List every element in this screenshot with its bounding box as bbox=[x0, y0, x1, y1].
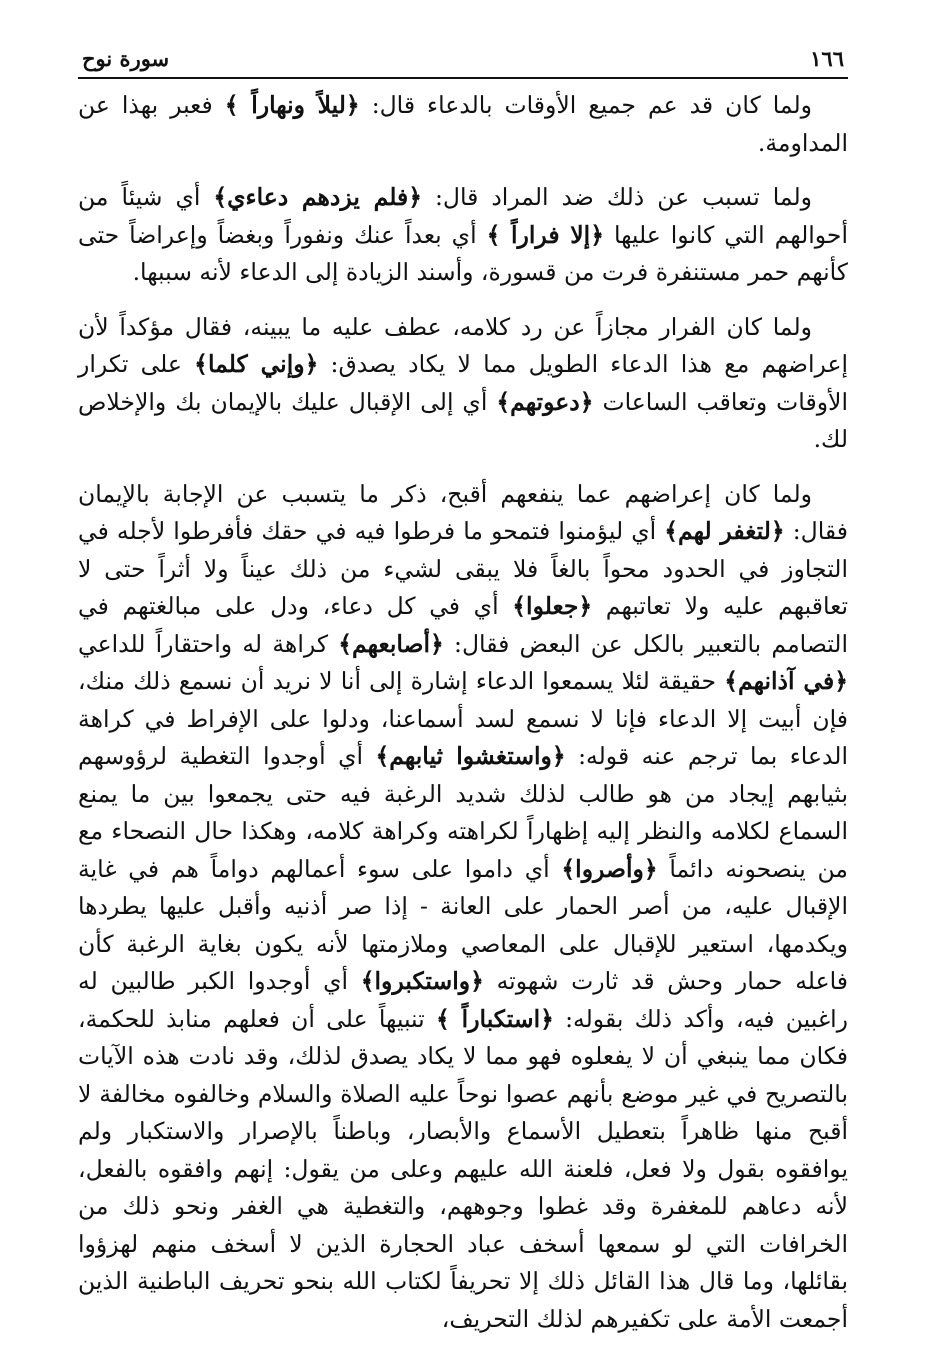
text-run: أي شيئاً من أحوالهم التي كانوا عليها bbox=[78, 183, 848, 249]
paragraph bbox=[78, 476, 848, 1339]
text-run: تنبيهاً على أن فعلهم منابذ للحكمة، فكان مما ينبغي أن لا يفعلوه فهو مما لا يكاد يصدق لذلك، وقد نادت هذه الآيات بالتصريح في غير موضع بأنهم عصوا نوحاً عليه الصلاة والسلام وخالفوه مخالفة لا أقبح منها ظاهراً بتعطيل الأسماع والأبصار، وباطناً بالإصرار والاستكبار ولم يوافقوه بقول ولا فعل، فلعنة الله عليهم وعلى من يقول: إنهم وافقوه بالفعل، لأنه دعاهم للمغفرة وقد غطوا وجوههم، والتغطية هي الغفر ونحو ذلك من الخرافات التي لو سمعها أسخف عباد الحجارة الذين لا أسخف منهم لهزؤوا بقائلها، وما قال هذا القائل ذلك إلا تحريفاً لكتاب الله بنحو تحريف الباطنية الذين أجمعت الأمة على تكفيرهم لذلك التحريف، bbox=[78, 1004, 848, 1333]
text-run: ولما تسبب عن ذلك ضد المراد قال: bbox=[422, 183, 813, 211]
text-run: أي بعداً عنك ونفوراً وبغضاً وإعراضاً حتى كأنهم حمر مستنفرة فرت من قسورة، وأسند الزيادة إلى الدعاء لأنه سببها. bbox=[78, 220, 848, 286]
text-run: أي إلى الإقبال عليك بالإيمان بك والإخلاص لك. bbox=[78, 387, 848, 453]
quran-quote: ﴿في آذانهم﴾ bbox=[724, 667, 848, 695]
running-header bbox=[78, 46, 848, 79]
quran-quote: ﴿وإني كلما﴾ bbox=[194, 350, 319, 378]
quran-quote: ﴿واستكبروا﴾ bbox=[360, 967, 484, 995]
paragraph bbox=[78, 87, 848, 162]
text-run: حقيقة لئلا يسمعوا الدعاء إشارة إلى أنا لا نريد أن نسمع ذلك منك، فإن أبيت إلا الدعاء فإنا لا نسمع لسد أسماعنا، ودلوا على الإفراط في كراهة الدعاء بما ترجم عنه قوله: bbox=[78, 667, 848, 770]
surah-title: سورة نوح bbox=[82, 46, 170, 71]
text-run: على تكرار الأوقات وتعاقب الساعات bbox=[78, 350, 848, 416]
text-run: أي ليؤمنوا فتمحو ما فرطوا فيه في حقك فأفرطوا لأجله في التجاوز في الحدود محواً بالغاً فلا يبقى لشيء من ذلك عيناً ولا أثراً حتى لا تعاقبهم عليه ولا تعاتبهم bbox=[78, 517, 848, 620]
text-run: أي داموا على سوء أعمالهم دواماً هم في غاية الإقبال عليه، من أصر الحمار على العانة - إذا صر أذنيه وأقبل عليها يطردها ويكدمها، استعير للإقبال على المعاصي وملازمتها لأنه يكون بغاية الرغبة كأن فاعله حمار وحش قد ثارت شهوته bbox=[78, 854, 848, 995]
quran-quote: ﴿ليلاً ونهاراً ﴾ bbox=[224, 91, 360, 119]
quran-quote: ﴿وأصروا﴾ bbox=[561, 854, 658, 883]
text-run: ولما كان الفرار مجازاً عن رد كلامه، عطف عليه ما يبينه، فقال مؤكداً لأن إعراضهم مع هذا الدعاء الطويل مما لا يكاد يصدق: bbox=[78, 312, 848, 378]
quran-quote: ﴿إلا فراراً ﴾ bbox=[486, 220, 604, 249]
text-run: ولما كان قد عم جميع الأوقات بالدعاء قال: bbox=[359, 91, 812, 119]
text-run: أي أوجدوا الكبر طالبين له راغبين فيه، وأكد ذلك بقوله: bbox=[78, 967, 848, 1033]
text-run: أي في كل دعاء، ودل على مبالغتهم في التصامم بالتعبير بالكل عن البعض فقال: bbox=[78, 592, 848, 658]
quran-quote: ﴿جعلوا﴾ bbox=[512, 592, 593, 620]
quran-quote: ﴿واستغشوا ثيابهم﴾ bbox=[375, 742, 566, 770]
text-run: ولما كان إعراضهم عما ينفعهم أقبح، ذكر ما يتسبب عن الإجابة بالإيمان فقال: bbox=[78, 479, 849, 545]
quran-quote: ﴿فلم يزدهم دعاءي﴾ bbox=[213, 183, 423, 211]
paragraph bbox=[78, 309, 848, 459]
text-run: كراهة له واحتقاراً للداعي bbox=[78, 629, 339, 658]
body-text bbox=[78, 87, 848, 1338]
text-run: أي أوجدوا التغطية لرؤوسهم بثيابهم إيجاد من هو طالب لذلك شديد الرغبة فيه حتى يجمعوا بين ما يمنع السماع لكلامه والنظر إليه إظهاراً لكراهته وكراهة كلامه، وهكذا حال النصحاء مع من ينصحونه دائماً bbox=[78, 742, 848, 883]
quran-quote: ﴿لتغفر لهم﴾ bbox=[664, 517, 785, 545]
quran-quote: ﴿دعوتهم﴾ bbox=[496, 387, 594, 416]
text-run: فعبر بهذا عن المداومة. bbox=[78, 91, 848, 157]
quran-quote: ﴿استكباراً ﴾ bbox=[435, 1004, 554, 1033]
page-number: ١٦٦ bbox=[810, 46, 844, 71]
quran-quote: ﴿أصابعهم﴾ bbox=[338, 629, 444, 658]
paragraph bbox=[78, 179, 848, 292]
